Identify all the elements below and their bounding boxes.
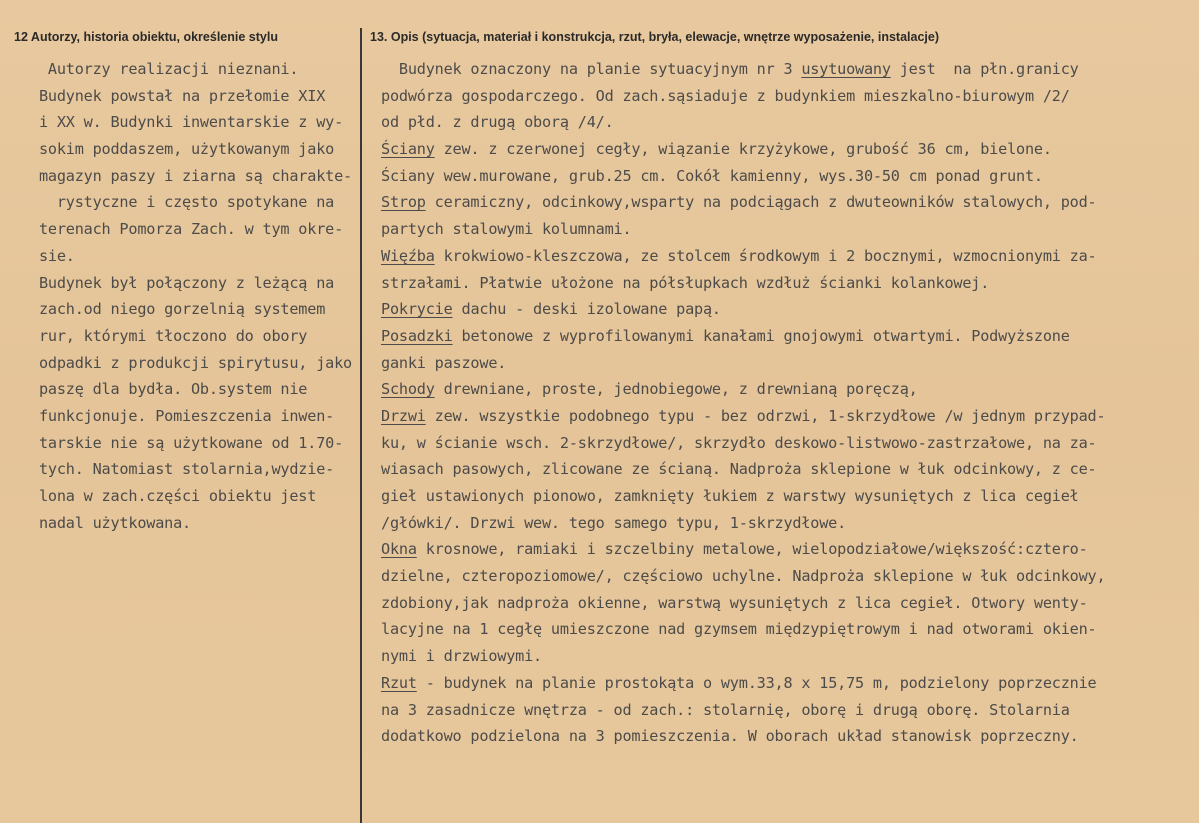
- section-keyword: Strop: [381, 193, 426, 212]
- section-keyword: Ściany: [381, 140, 435, 159]
- line-text: partych stalowymi kolumnami.: [381, 220, 632, 239]
- text-line: [381, 136, 1196, 163]
- text-line: rystyczne i często spotykane na: [30, 193, 335, 212]
- line-text: krokwiowo-kleszczowa, ze stolcem środkowym i 2 bocznymi, wzmocnionymi za-: [434, 246, 1097, 265]
- line-text: dzielne, czteropoziomowe/, częściowo uchylne. Nadproża sklepione w łuk odcinkowy,: [381, 567, 1106, 586]
- line-text: jest na płn.granicy: [890, 60, 1079, 78]
- line-text: od płd. z drugą oborą /4/.: [381, 113, 614, 132]
- text-line: [381, 296, 1196, 323]
- authors-history-column: [30, 56, 370, 536]
- line-text: ceramiczny, odcinkowy,wsparty na podciągach z dwuteowników stalowych, pod-: [425, 193, 1097, 212]
- section-keyword: Okna: [381, 540, 417, 559]
- left-section-header: 12 Autorzy, historia obiektu, określenie stylu: [14, 30, 278, 44]
- text-line: [381, 536, 1196, 563]
- line-text: ku, w ścianie wsch. 2-skrzydłowe/, skrzydło deskowo-listwowo-zastrzałowe, na za-: [381, 433, 1097, 452]
- text-line: [381, 163, 1196, 190]
- text-line: lona w zach.części obiektu jest: [30, 487, 317, 505]
- line-text: - budynek na planie prostokąta o wym.33,8 x 15,75 m, podzielony poprzecznie: [416, 673, 1097, 692]
- text-line: [381, 563, 1196, 590]
- text-line: [381, 670, 1196, 697]
- text-line: [381, 616, 1196, 643]
- text-line: [381, 510, 1196, 537]
- description-column: [381, 56, 1196, 750]
- line-text: zew. wszystkie podobnego typu - bez odrzwi, 1-skrzydłowe /w jednym przypad-: [425, 406, 1106, 425]
- text-line: [381, 376, 1196, 403]
- text-line: odpadki z produkcji spirytusu, jako: [30, 353, 352, 372]
- text-line: i XX w. Budynki inwentarskie z wy-: [30, 113, 344, 132]
- section-keyword: Schody: [381, 380, 435, 399]
- section-keyword: Więźba: [381, 246, 435, 265]
- section-keyword: Rzut: [381, 673, 417, 692]
- text-line: [381, 456, 1196, 483]
- text-line: zach.od niego gorzelnią systemem: [30, 300, 326, 319]
- line-text: podwórza gospodarczego. Od zach.sąsiaduje z budynkiem mieszkalno-biurowym /2/: [381, 86, 1070, 105]
- line-prefix: Budynek oznaczony na planie sytuacyjnym nr 3: [381, 60, 802, 78]
- line-text: betonowe z wyprofilowanymi kanałami gnojowymi otwartymi. Podwyższone: [452, 326, 1070, 345]
- line-text: /główki/. Drzwi wew. tego samego typu, 1-skrzydłowe.: [381, 513, 847, 532]
- text-line: Budynek był połączony z leżącą na: [30, 273, 335, 292]
- text-line: Autorzy realizacji nieznani.: [30, 60, 299, 78]
- line-text: drewniane, proste, jednobiegowe, z drewnianą poręczą,: [434, 380, 918, 399]
- line-text: dodatkowo podzielona na 3 pomieszczenia. W oborach układ stanowisk poprzeczny.: [381, 727, 1079, 746]
- text-line: [381, 83, 1196, 110]
- text-line: sie.: [30, 246, 75, 265]
- text-line: [381, 483, 1196, 510]
- text-line: nadal użytkowana.: [30, 513, 191, 532]
- line-text: strzałami. Płatwie ułożone na półsłupkach wzdłuż ścianki kolankowej.: [381, 273, 990, 292]
- text-line: [381, 697, 1196, 724]
- line-text: zdobiony,jak nadproża okienne, warstwą wysuniętych z lica cegieł. Otwory wenty-: [381, 593, 1088, 612]
- text-line: [381, 643, 1196, 670]
- text-line: [381, 56, 1196, 83]
- line-text: Ściany wew.murowane, grub.25 cm. Cokół kamienny, wys.30-50 cm ponad grunt.: [381, 166, 1043, 185]
- section-keyword: Posadzki: [381, 326, 453, 345]
- text-line: [381, 270, 1196, 297]
- text-line: [381, 109, 1196, 136]
- text-line: [381, 590, 1196, 617]
- text-line: magazyn paszy i ziarna są charakte-: [30, 166, 352, 185]
- text-line: tych. Natomiast stolarnia,wydzie-: [30, 460, 335, 479]
- line-text: krosnowe, ramiaki i szczelbiny metalowe, wielopodziałowe/większość:cztero-: [416, 540, 1088, 559]
- text-line: paszę dla bydła. Ob.system nie: [30, 380, 308, 399]
- line-text: zew. z czerwonej cegły, wiązanie krzyżykowe, grubość 36 cm, bielone.: [434, 140, 1052, 159]
- text-line: [381, 323, 1196, 350]
- text-line: Budynek powstał na przełomie XIX: [30, 86, 326, 105]
- section-keyword: usytuowany: [801, 60, 891, 78]
- text-line: [381, 350, 1196, 377]
- text-line: rur, którymi tłoczono do obory: [30, 326, 308, 345]
- line-text: dachu - deski izolowane papą.: [452, 300, 721, 319]
- line-text: ganki paszowe.: [381, 353, 507, 372]
- text-line: [381, 243, 1196, 270]
- section-keyword: Pokrycie: [381, 300, 453, 319]
- text-line: sokim poddaszem, użytkowanym jako: [30, 140, 335, 159]
- text-line: [381, 430, 1196, 457]
- line-text: na 3 zasadnicze wnętrza - od zach.: stolarnię, oborę i drugą oborę. Stolarnia: [381, 700, 1070, 719]
- text-line: [381, 216, 1196, 243]
- section-keyword: Drzwi: [381, 406, 426, 425]
- line-text: wiasach pasowych, zlicowane ze ścianą. Nadproża sklepione w łuk odcinkowy, z ce-: [381, 460, 1097, 479]
- text-line: funkcjonuje. Pomieszczenia inwen-: [30, 406, 335, 425]
- text-line: tarskie nie są użytkowane od 1.70-: [30, 433, 344, 452]
- text-line: [381, 723, 1196, 750]
- right-section-header: 13. Opis (sytuacja, materiał i konstrukcja, rzut, bryła, elewacje, wnętrze wyposażenie, instalacje): [370, 30, 939, 44]
- text-line: terenach Pomorza Zach. w tym okre-: [30, 220, 344, 239]
- line-text: gieł ustawionych pionowo, zamknięty łukiem z warstwy wysuniętych z lica cegieł: [381, 487, 1079, 505]
- line-text: lacyjne na 1 cegłę umieszczone nad gzymsem międzypiętrowym i nad otworami okien-: [381, 620, 1097, 639]
- text-line: [381, 403, 1196, 430]
- text-line: [381, 189, 1196, 216]
- line-text: nymi i drzwiowymi.: [381, 647, 542, 666]
